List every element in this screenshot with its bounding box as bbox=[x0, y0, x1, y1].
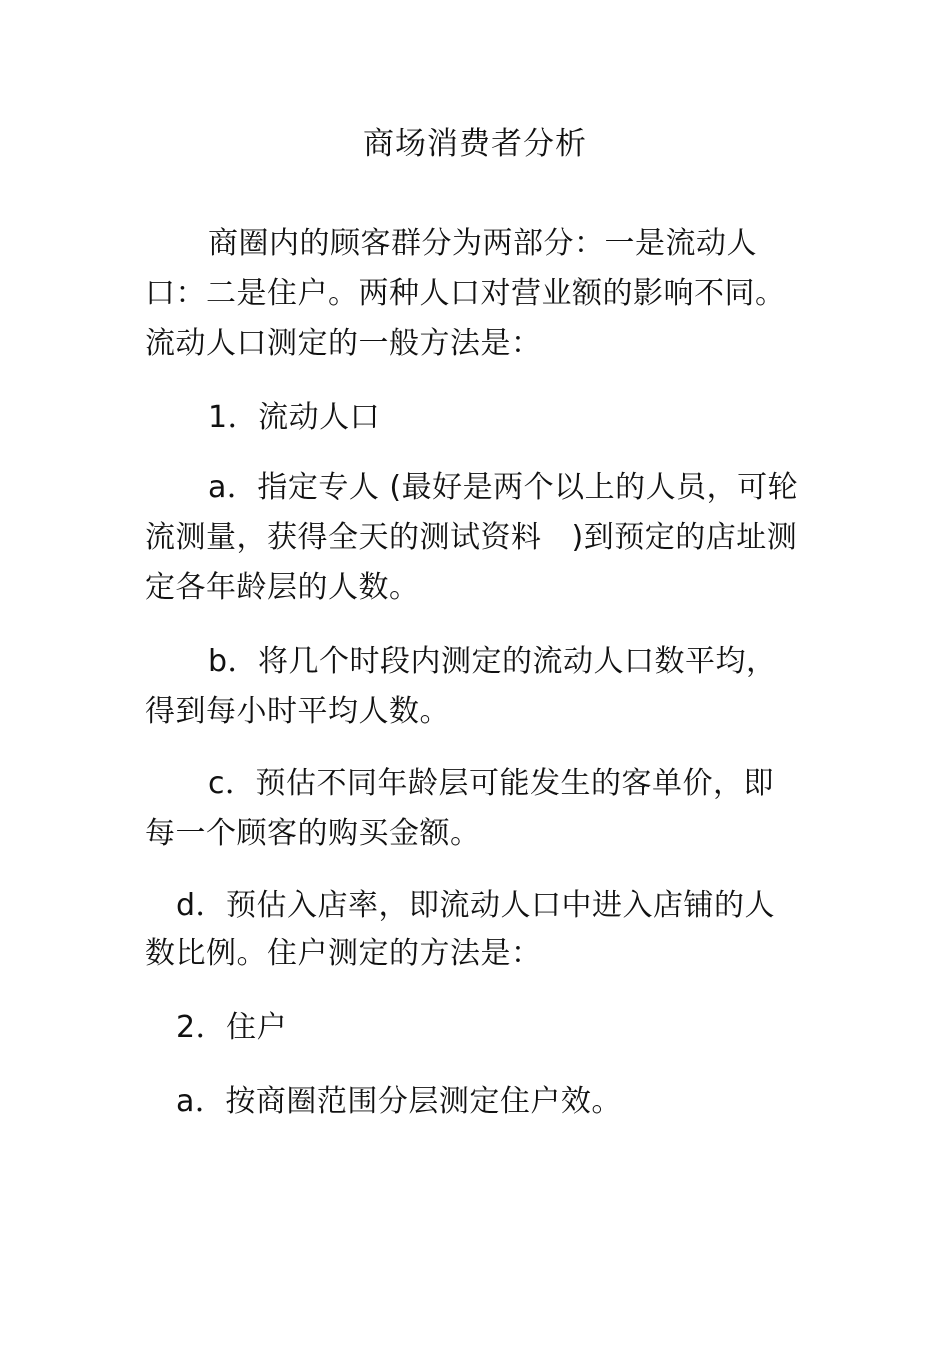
section-2-item-a: a．按商圈范围分层测定住户效。 bbox=[176, 1084, 622, 1119]
item-c-line-2: 每一个顾客的购买金额。 bbox=[145, 816, 481, 851]
paragraph-1-line-3: 流动人口测定的一般方法是： bbox=[145, 326, 542, 361]
item-d-line-1: d．预估入店率，即流动人口中进入店铺的人 bbox=[176, 888, 776, 923]
item-a-line-2-part-1: 流测量，获得全天的测试资料 bbox=[145, 520, 542, 555]
item-c-line-1: c．预估不同年龄层可能发生的客单价，即 bbox=[208, 766, 774, 801]
item-a-line-3: 定各年龄层的人数。 bbox=[145, 570, 420, 605]
item-a-line-1: a．指定专人 (最好是两个以上的人员，可轮 bbox=[208, 470, 799, 505]
item-d-line-2: 数比例。住户测定的方法是： bbox=[145, 936, 542, 971]
document-title: 商场消费者分析 bbox=[363, 126, 587, 162]
paragraph-1-line-1: 商圈内的顾客群分为两部分：一是流动人 bbox=[208, 226, 757, 261]
item-a-line-2 bbox=[145, 516, 797, 560]
section-2-heading: 2．住户 bbox=[176, 1010, 288, 1045]
item-b-line-2: 得到每小时平均人数。 bbox=[145, 694, 450, 729]
item-b-line-1: b．将几个时段内测定的流动人口数平均， bbox=[208, 644, 777, 679]
item-a-line-2-part-2: )到预定的店址测 bbox=[571, 520, 798, 555]
paragraph-1-line-2: 口：二是住户。两种人口对营业额的影响不同。 bbox=[145, 276, 786, 311]
section-1-heading: 1．流动人口 bbox=[208, 400, 381, 435]
